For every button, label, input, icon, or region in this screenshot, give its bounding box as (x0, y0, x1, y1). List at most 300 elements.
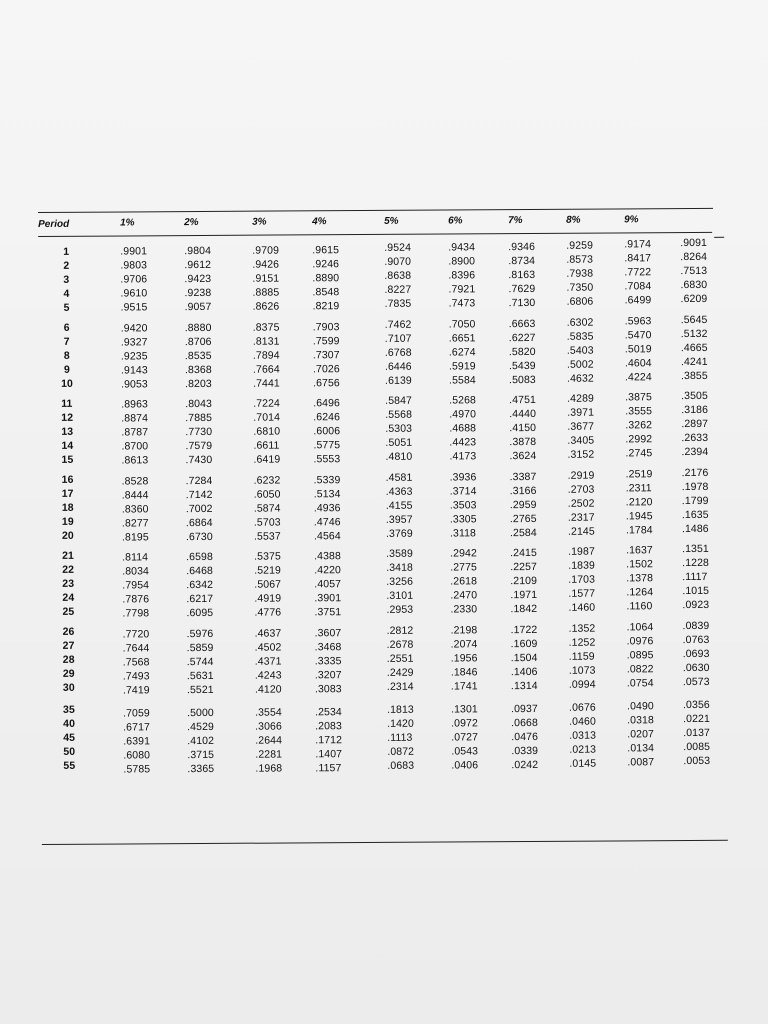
table-cell: .0318 (627, 714, 654, 727)
table-cell: .7084 (624, 280, 652, 293)
table-cell: .5785 (123, 763, 151, 776)
table-cell: .3207 (314, 669, 342, 682)
table-cell: .3624 (509, 449, 537, 463)
table-cell: .1378 (626, 572, 654, 585)
period-value: 50 (63, 745, 76, 758)
table-cell: .2311 (625, 482, 652, 495)
table-cell: .3503 (449, 499, 477, 512)
period-value: 24 (62, 591, 75, 604)
table-cell: .1741 (450, 680, 478, 693)
table-cell: .2584 (509, 526, 537, 540)
table-cell: .1460 (568, 601, 596, 614)
table-cell: .7722 (624, 266, 652, 279)
table-cell: .6227 (508, 331, 536, 345)
table-cell: .4241 (680, 355, 708, 369)
table-cell: .5083 (508, 373, 536, 387)
table-cell: .1113 (387, 731, 413, 744)
period-value: 20 (61, 529, 74, 542)
table-cell: .3418 (386, 561, 413, 574)
table-cell: .5303 (385, 422, 413, 435)
table-cell: .6139 (385, 374, 412, 387)
table-cell: .7730 (185, 425, 213, 439)
table-cell: .2618 (450, 575, 478, 588)
table-cell: .3101 (386, 589, 414, 602)
table-cell: .8444 (121, 489, 149, 502)
table-cell: .8163 (508, 268, 536, 282)
table-cell: .1159 (568, 650, 595, 663)
table-cell: .8034 (122, 565, 150, 578)
table-cell: .3714 (449, 485, 477, 498)
table-cell: .3936 (449, 471, 477, 484)
table-cell: .8734 (508, 254, 536, 268)
table-cell: .4604 (624, 357, 652, 370)
table-cell: .4243 (254, 669, 282, 682)
table-cell: .9612 (184, 258, 212, 272)
table-cell: .8535 (184, 349, 212, 363)
table-cell: .6768 (384, 346, 412, 359)
table-cell: .9246 (312, 258, 340, 271)
table-cell: .0490 (626, 700, 654, 713)
table-cell: .5859 (186, 641, 214, 655)
table-cell: .1420 (387, 717, 414, 730)
table-cell: .4936 (313, 502, 341, 515)
table-cell: .7579 (185, 439, 213, 453)
period-value: 23 (62, 577, 75, 590)
table-cell: .6217 (186, 592, 214, 606)
table-cell: .2074 (450, 638, 478, 651)
table-cell: .8573 (566, 253, 594, 266)
period-value: 21 (62, 549, 75, 562)
table-cell: .3405 (567, 434, 595, 447)
table-cell: .4155 (385, 499, 413, 512)
period-value: 30 (62, 681, 75, 694)
table-cell: .1799 (681, 494, 709, 508)
table-cell: .6232 (253, 474, 281, 487)
table-cell: .0630 (682, 661, 710, 675)
table-cell: .0872 (387, 745, 415, 758)
table-cell: .8963 (121, 398, 148, 411)
table-cell: .1160 (626, 600, 653, 613)
table-cell: .4423 (449, 436, 477, 449)
table-cell: .1637 (626, 544, 653, 557)
table-cell: .4751 (509, 393, 536, 407)
table-cell: .8900 (448, 255, 476, 268)
period-value: 9 (63, 363, 70, 376)
table-cell: .6499 (624, 294, 652, 307)
table-cell: .3555 (625, 405, 653, 418)
table-cell: .5403 (566, 344, 594, 357)
period-value: 1 (63, 245, 70, 258)
table-cell: .6730 (185, 530, 213, 544)
table-cell: .1252 (568, 636, 596, 649)
table-cell: .9423 (184, 272, 212, 286)
table-cell: .8043 (185, 397, 212, 411)
table-cell: .1117 (682, 570, 708, 584)
table-cell: .6246 (313, 411, 341, 424)
table-cell: .2394 (681, 445, 709, 459)
table-cell: .2083 (315, 720, 342, 733)
table-cell: .1842 (510, 602, 538, 616)
table-cell: .0242 (511, 758, 539, 772)
table-cell: .0476 (511, 730, 539, 744)
table-cell: .2120 (625, 496, 653, 509)
table-cell: .4810 (385, 450, 413, 463)
table-cell: .4970 (449, 408, 477, 421)
table-cell: .8874 (121, 412, 149, 425)
period-value: 27 (62, 639, 75, 652)
table-cell: .7894 (252, 349, 280, 362)
table-cell: .8700 (121, 440, 149, 453)
table-cell: .5835 (566, 330, 594, 343)
present-value-table (38, 208, 728, 848)
table-cell: .2415 (510, 546, 537, 560)
table-cell: .5002 (566, 358, 594, 371)
table-cell: .0895 (626, 649, 654, 662)
table-cell: .6717 (123, 721, 150, 734)
table-cell: .7493 (122, 670, 150, 683)
period-value: 40 (63, 717, 76, 730)
table-top-rule (38, 208, 713, 213)
table-cell: .6830 (680, 278, 708, 292)
period-value: 5 (63, 301, 70, 314)
table-cell: .8787 (121, 426, 149, 439)
table-cell: .9327 (120, 336, 148, 349)
table-cell: .6468 (186, 564, 214, 578)
table-cell: .3365 (187, 762, 215, 776)
table-cell: .6810 (253, 425, 281, 438)
table-cell: .3186 (681, 403, 709, 417)
table-cell: .5874 (253, 502, 281, 515)
table-cell: .2534 (315, 706, 342, 719)
table-cell: .9420 (120, 322, 148, 335)
table-cell: .1609 (510, 637, 538, 651)
table-cell: .5553 (313, 453, 341, 466)
table-cell: .7014 (253, 411, 281, 424)
table-cell: .6756 (313, 377, 340, 390)
table-cell: .8195 (121, 531, 149, 544)
table-cell: .3589 (386, 547, 413, 560)
table-cell: .5820 (508, 345, 536, 359)
rate-header: 4% (312, 216, 327, 228)
table-cell: .9524 (384, 241, 412, 254)
table-cell: .5375 (254, 550, 281, 563)
table-cell: .2429 (386, 666, 414, 679)
table-cell: .5051 (385, 436, 413, 449)
table-cell: .5439 (508, 359, 536, 373)
table-cell: .0406 (451, 759, 479, 772)
period-value: 3 (63, 273, 70, 286)
table-cell: .1352 (568, 622, 596, 635)
table-cell: .4440 (509, 407, 537, 421)
period-header: Period (38, 218, 70, 230)
rate-header: 1% (120, 217, 135, 229)
table-cell: .4224 (624, 371, 652, 384)
table-cell: .3677 (567, 420, 595, 433)
table-cell: .5000 (187, 706, 214, 720)
table-cell: .3715 (187, 748, 215, 762)
table-cell: .7644 (122, 642, 150, 655)
table-cell: .3152 (567, 448, 595, 461)
table-cell: .0339 (511, 744, 539, 758)
table-cell: .1813 (387, 703, 414, 716)
table-cell: .3083 (314, 683, 342, 696)
table-cell: .2317 (567, 511, 595, 524)
table-cell: .9426 (252, 258, 280, 271)
table-cell: .1703 (568, 573, 596, 586)
table-cell: .3878 (509, 435, 537, 449)
table-cell: .7599 (312, 335, 340, 348)
table-cell: .2953 (386, 603, 414, 616)
table-cell: .0213 (569, 743, 597, 756)
table-cell: .0137 (683, 726, 711, 740)
table-cell: .3335 (314, 655, 342, 668)
table-cell: .5339 (313, 474, 341, 487)
table-cell: .2281 (255, 748, 283, 761)
period-value: 13 (61, 425, 74, 438)
table-cell: .6006 (313, 425, 341, 438)
table-cell: .8885 (252, 286, 280, 299)
table-cell: .0994 (568, 678, 596, 691)
table-cell: .4057 (314, 578, 342, 591)
table-cell: .6496 (313, 397, 340, 410)
table-cell: .0053 (683, 754, 711, 768)
table-cell: .5019 (624, 343, 652, 356)
table-cell: .7473 (448, 297, 476, 310)
table-cell: .5134 (313, 488, 341, 501)
period-value: 2 (63, 259, 70, 272)
table-cell: .5744 (186, 655, 214, 669)
period-value: 22 (62, 563, 75, 576)
table-cell: .1015 (682, 584, 710, 598)
table-cell: .1406 (510, 665, 538, 679)
table-cell: .7419 (122, 684, 150, 697)
table-cell: .3118 (449, 527, 477, 540)
table-cell: .7798 (122, 607, 150, 620)
table-cell: .1064 (626, 621, 654, 634)
table-cell: .7629 (508, 282, 536, 296)
table-cell: .7876 (122, 593, 150, 606)
table-cell: .4776 (254, 606, 282, 619)
table-cell: .9515 (120, 301, 148, 314)
table-cell: .4173 (449, 450, 477, 463)
table-cell: .1486 (681, 522, 709, 536)
table-cell: .0543 (451, 745, 479, 758)
table-cell: .5963 (624, 315, 652, 328)
table-cell: .7050 (448, 318, 476, 331)
table-cell: .0087 (627, 756, 655, 769)
table-cell: .9709 (252, 244, 280, 257)
table-cell: .3166 (509, 484, 537, 498)
table-cell: .7307 (312, 349, 340, 362)
table-cell: .3607 (314, 627, 342, 640)
table-cell: .6806 (566, 295, 594, 308)
table-cell: .5976 (186, 627, 214, 641)
table-cell: .0693 (682, 647, 710, 661)
period-value: 6 (63, 321, 70, 334)
table-cell: .3751 (314, 606, 342, 619)
table-cell: .2678 (386, 638, 414, 651)
table-cell: .7441 (253, 377, 280, 390)
period-value: 28 (62, 653, 75, 666)
period-value: 15 (61, 453, 74, 466)
table-cell: .8219 (312, 300, 340, 313)
table-cell: .0923 (682, 598, 710, 612)
table-cell: .8890 (312, 272, 340, 285)
table-cell: .9057 (184, 300, 212, 314)
table-cell: .2551 (386, 652, 414, 665)
table-cell: .5645 (680, 313, 708, 327)
table-cell: .3505 (681, 389, 708, 403)
table-cell: .9434 (448, 241, 476, 254)
table-cell: .0221 (683, 712, 710, 726)
table-cell: .8626 (252, 300, 280, 313)
table-cell: .9235 (120, 350, 148, 363)
table-cell: .3387 (509, 470, 537, 484)
table-cell: .9804 (184, 244, 212, 258)
table-cell: .8277 (121, 517, 149, 530)
table-cell: .1228 (682, 556, 709, 570)
table-cell: .8613 (121, 454, 149, 467)
table-cell: .7142 (185, 488, 213, 502)
period-value: 17 (61, 487, 74, 500)
period-value: 35 (63, 703, 75, 716)
table-cell: .0668 (511, 716, 538, 730)
table-cell: .1502 (626, 558, 653, 571)
period-value: 11 (61, 397, 73, 410)
table-cell: .0937 (511, 702, 538, 716)
table-cell: .8880 (184, 321, 212, 335)
rate-header: 2% (184, 217, 199, 229)
table-cell: .4746 (313, 516, 341, 529)
table-cell: .4637 (254, 627, 282, 640)
table-cell: .9615 (312, 244, 340, 257)
table-cell: .1264 (626, 586, 654, 599)
period-value: 18 (61, 501, 74, 514)
table-cell: .5470 (624, 329, 652, 342)
table-cell: .9901 (120, 245, 148, 258)
table-cell: .9053 (121, 378, 148, 391)
table-cell: .7664 (252, 363, 280, 376)
table-cell: .1968 (255, 762, 283, 775)
table-cell: .3971 (567, 406, 595, 419)
table-cell: .2257 (510, 560, 537, 574)
table-cell: .3256 (386, 575, 414, 588)
table-cell: .3554 (255, 706, 282, 719)
table-cell: .6663 (508, 317, 536, 331)
period-value: 16 (61, 473, 74, 486)
table-cell: .5847 (385, 394, 412, 407)
table-cell: .6864 (185, 516, 213, 530)
table-bottom-rule (42, 840, 728, 845)
table-cell: .9151 (252, 272, 280, 285)
table-cell: .3262 (625, 419, 653, 432)
table-cell: .4502 (254, 641, 282, 654)
table-cell: .4371 (254, 655, 282, 668)
table-cell: .5568 (385, 408, 413, 421)
table-cell: .9238 (184, 286, 212, 300)
table-cell: .4665 (680, 341, 708, 355)
table-cell: .1956 (450, 652, 478, 665)
table-cell: .9143 (120, 364, 148, 377)
table-cell: .4150 (509, 421, 537, 435)
table-cell: .2765 (509, 512, 537, 526)
table-cell: .4102 (187, 734, 215, 748)
rate-header: 6% (448, 215, 463, 227)
table-cell: .6050 (253, 488, 281, 501)
period-value: 25 (62, 605, 75, 618)
table-cell: .0763 (682, 633, 710, 647)
table-cell: .7059 (123, 707, 150, 720)
table-cell: .2992 (625, 433, 653, 446)
table-cell: .0972 (451, 717, 478, 730)
table-cell: .8375 (252, 321, 280, 334)
table-cell: .7130 (508, 296, 536, 310)
table-cell: .1987 (568, 545, 595, 558)
table-cell: .2176 (681, 466, 709, 480)
table-cell: .1504 (510, 651, 538, 665)
table-cell: .7885 (185, 411, 213, 425)
table-cell: .2703 (567, 483, 595, 496)
table-cell: .5268 (449, 394, 476, 407)
table-cell: .9803 (120, 259, 148, 272)
table-cell: .4564 (313, 530, 341, 543)
table-cell: .5132 (680, 327, 708, 341)
table-cell: .2470 (450, 589, 478, 602)
table-cell: .6391 (123, 735, 151, 748)
table-cell: .0727 (451, 731, 479, 744)
table-cell: .5067 (254, 578, 282, 591)
table-cell: .7513 (680, 264, 708, 278)
table-cell: .6080 (123, 749, 151, 762)
table-cell: .7462 (384, 318, 412, 331)
table-cell: .6611 (253, 439, 280, 452)
table-cell: .7430 (185, 453, 213, 467)
table-cell: .2519 (625, 468, 653, 481)
table-cell: .4529 (187, 720, 214, 734)
table-cell: .1407 (315, 748, 343, 761)
table-cell: .5584 (449, 374, 476, 387)
table-cell: .4120 (254, 683, 282, 696)
table-cell: .8131 (252, 335, 280, 348)
table-cell: .8360 (121, 503, 149, 516)
table-cell: .5919 (448, 360, 476, 373)
table-cell: .3875 (625, 391, 652, 404)
table-cell: .9610 (120, 287, 148, 300)
table-cell: .9070 (384, 255, 412, 268)
table-cell: .1846 (450, 666, 478, 679)
table-cell: .2633 (681, 431, 709, 445)
table-cell: .7350 (566, 281, 594, 294)
table-cell: .4220 (314, 564, 342, 577)
period-value: 29 (62, 667, 75, 680)
table-cell: .0839 (682, 619, 710, 633)
table-cell: .6651 (448, 332, 476, 345)
table-cell: .1635 (681, 508, 709, 522)
table-cell: .7921 (448, 283, 476, 296)
table-cell: .2897 (681, 417, 709, 431)
table-cell: .1784 (625, 524, 653, 537)
table-cell: .2812 (386, 624, 414, 637)
table-cell: .2314 (386, 680, 414, 693)
period-value: 19 (61, 515, 74, 528)
table-cell: .1577 (568, 587, 596, 600)
table-cell: .2330 (450, 603, 478, 616)
table-cell: .3901 (314, 592, 342, 605)
table-cell: .2942 (450, 547, 477, 560)
rate-header: 3% (252, 216, 267, 228)
table-cell: .8114 (122, 551, 149, 564)
table-cell: .7284 (185, 474, 213, 488)
